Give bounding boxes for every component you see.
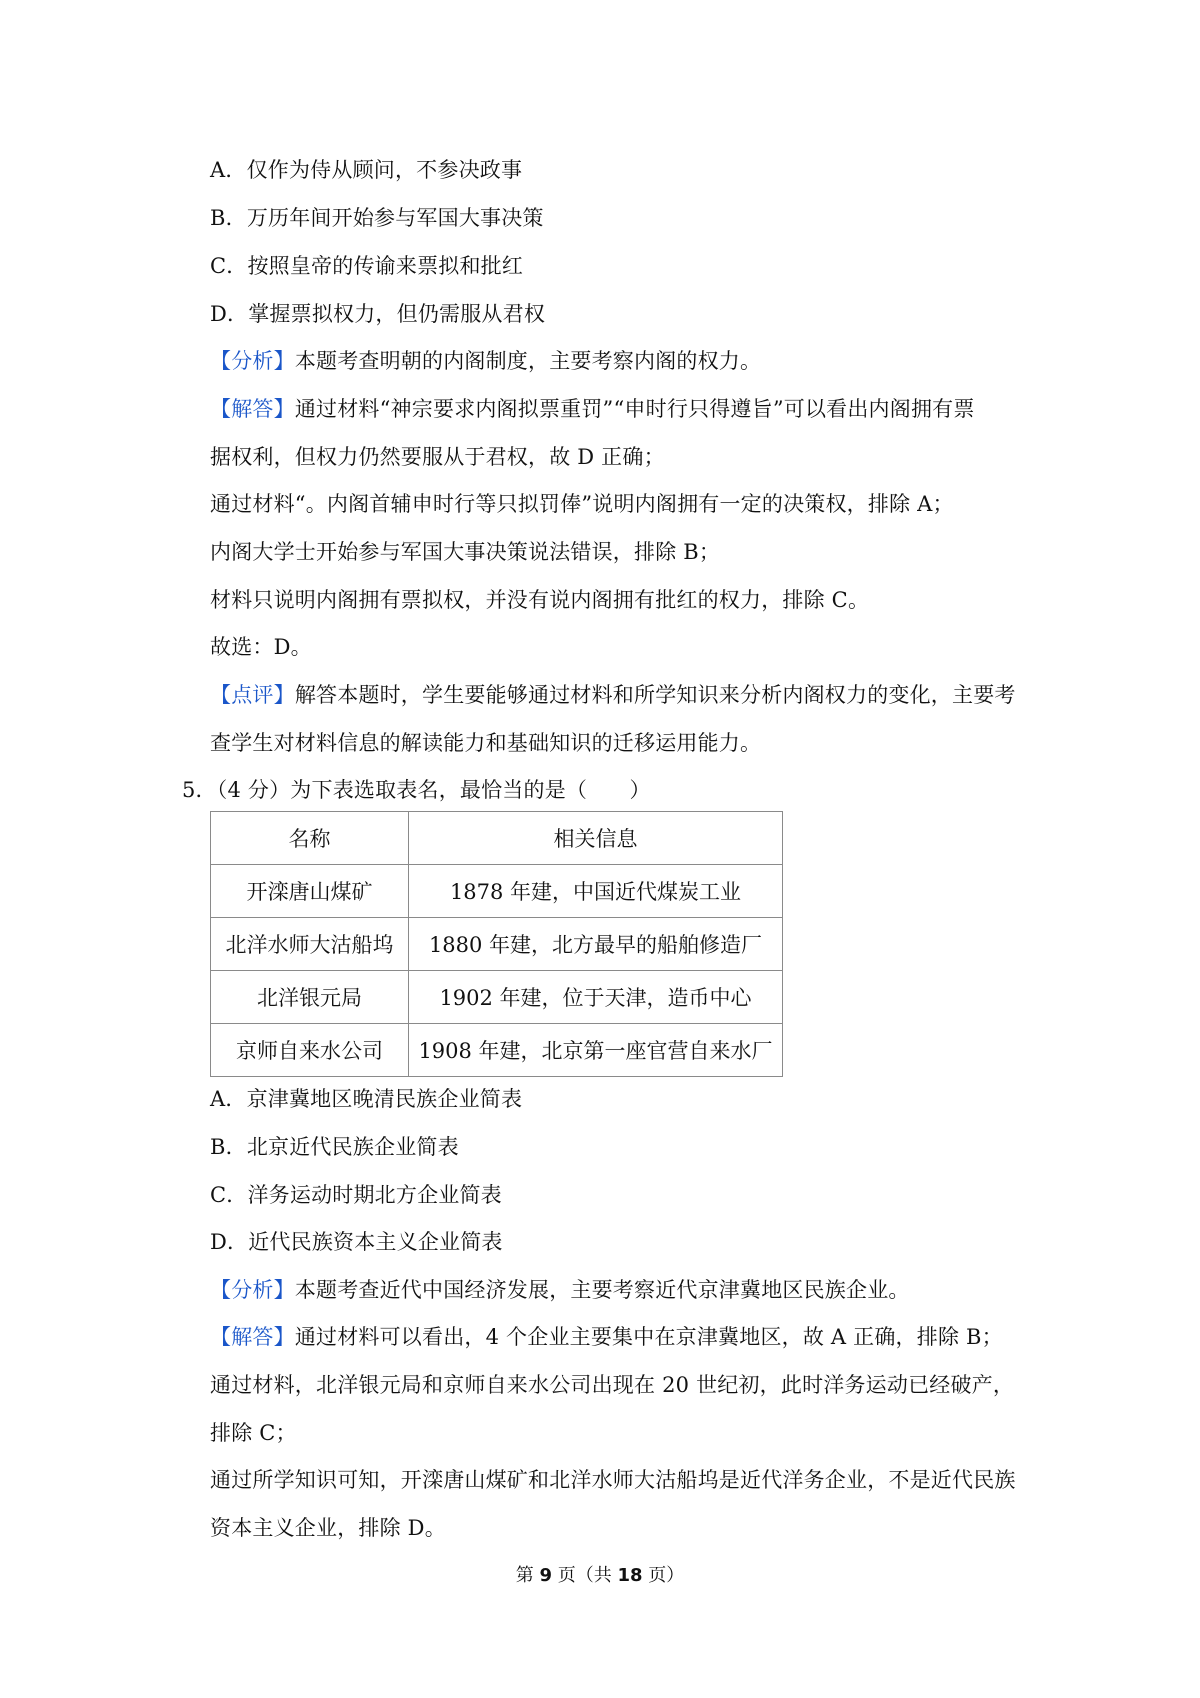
q4-answer-line-5: 材料只说明内阁拥有票拟权，并没有说内阁拥有批红的权力，排除 C。 bbox=[210, 588, 870, 612]
q4-answer-line-2: 据权利，但权力仍然要服从于君权，故 D 正确； bbox=[210, 445, 665, 469]
q5-option-a: A．京津冀地区晚清民族企业简表 bbox=[210, 1087, 523, 1111]
analysis-tag: 【分析】 bbox=[210, 349, 295, 373]
table-row bbox=[211, 918, 783, 971]
q5-answer-line-4: 通过所学知识可知，开滦唐山煤矿和北洋水师大沽船坞是近代洋务企业，不是近代民族 bbox=[210, 1468, 1016, 1492]
q5-analysis bbox=[210, 1276, 910, 1304]
q4-answer-line-1 bbox=[210, 395, 975, 423]
q4-analysis bbox=[210, 347, 761, 375]
q4-comment-line-1 bbox=[210, 681, 1016, 709]
table-cell: 1902 年建，位于天津，造币中心 bbox=[409, 971, 783, 1024]
analysis-text: 本题考查近代中国经济发展，主要考察近代京津冀地区民族企业。 bbox=[294, 1278, 910, 1302]
footer-prefix: 第 bbox=[515, 1565, 540, 1586]
table-cell: 北洋银元局 bbox=[211, 971, 409, 1024]
q5-answer-line-3: 排除 C； bbox=[210, 1421, 297, 1445]
total-pages: 18 bbox=[617, 1565, 643, 1586]
table-cell: 1880 年建，北方最早的船舶修造厂 bbox=[409, 918, 783, 971]
q5-option-c: C．洋务运动时期北方企业简表 bbox=[210, 1183, 502, 1207]
q5-answer-line-5: 资本主义企业，排除 D。 bbox=[210, 1516, 446, 1540]
q5-answer-line-1 bbox=[210, 1323, 1003, 1351]
table-cell: 1908 年建，北京第一座官营自来水厂 bbox=[409, 1024, 783, 1077]
q4-option-c: C．按照皇帝的传谕来票拟和批红 bbox=[210, 254, 524, 278]
answer-text: 通过材料可以看出，4 个企业主要集中在京津冀地区，故 A 正确，排除 B； bbox=[294, 1325, 1003, 1349]
answer-tag: 【解答】 bbox=[210, 397, 295, 421]
q5-answer-line-2: 通过材料，北洋银元局和京师自来水公司出现在 20 世纪初，此时洋务运动已经破产， bbox=[210, 1373, 1015, 1397]
q4-option-a: A．仅作为侍从顾问，不参决政事 bbox=[210, 158, 523, 182]
table-header-cell: 相关信息 bbox=[409, 812, 783, 865]
q5-option-b: B．北京近代民族企业简表 bbox=[210, 1135, 459, 1159]
table-cell: 北洋水师大沽船坞 bbox=[211, 918, 409, 971]
q4-answer-line-3: 通过材料“。内阁首辅申时行等只拟罚俸”说明内阁拥有一定的决策权，排除 A； bbox=[210, 492, 954, 516]
table-cell: 1878 年建，中国近代煤炭工业 bbox=[409, 865, 783, 918]
q5-stem: 5．（4 分）为下表选取表名，最恰当的是（ ） bbox=[182, 778, 651, 802]
page-number: 9 bbox=[539, 1565, 552, 1586]
table-row bbox=[211, 1024, 783, 1077]
q5-table bbox=[210, 811, 783, 1077]
comment-tag: 【点评】 bbox=[210, 683, 295, 707]
analysis-text: 本题考查明朝的内阁制度，主要考察内阁的权力。 bbox=[294, 349, 762, 373]
footer-middle: 页（共 bbox=[552, 1565, 618, 1586]
comment-text: 解答本题时，学生要能够通过材料和所学知识来分析内阁权力的变化，主要考 bbox=[294, 683, 1016, 707]
analysis-tag: 【分析】 bbox=[210, 1278, 295, 1302]
page-footer bbox=[0, 1564, 1200, 1588]
q4-option-b: B．万历年间开始参与军国大事决策 bbox=[210, 206, 544, 230]
table-header-row bbox=[211, 812, 783, 865]
table-header-cell: 名称 bbox=[211, 812, 409, 865]
q4-answer-line-6: 故选：D。 bbox=[210, 635, 312, 659]
answer-tag: 【解答】 bbox=[210, 1325, 295, 1349]
q5-option-d: D．近代民族资本主义企业简表 bbox=[210, 1230, 503, 1254]
table-row bbox=[211, 865, 783, 918]
answer-text: 通过材料“神宗要求内阁拟票重罚”“申时行只得遵旨”可以看出内阁拥有票 bbox=[294, 397, 975, 421]
table-cell: 京师自来水公司 bbox=[211, 1024, 409, 1077]
q4-answer-line-4: 内阁大学士开始参与军国大事决策说法错误，排除 B； bbox=[210, 540, 721, 564]
q4-option-d: D．掌握票拟权力，但仍需服从君权 bbox=[210, 302, 546, 326]
table-cell: 开滦唐山煤矿 bbox=[211, 865, 409, 918]
q4-comment-line-2: 查学生对材料信息的解读能力和基础知识的迁移运用能力。 bbox=[210, 731, 762, 755]
footer-suffix: 页） bbox=[642, 1565, 685, 1586]
table-row bbox=[211, 971, 783, 1024]
